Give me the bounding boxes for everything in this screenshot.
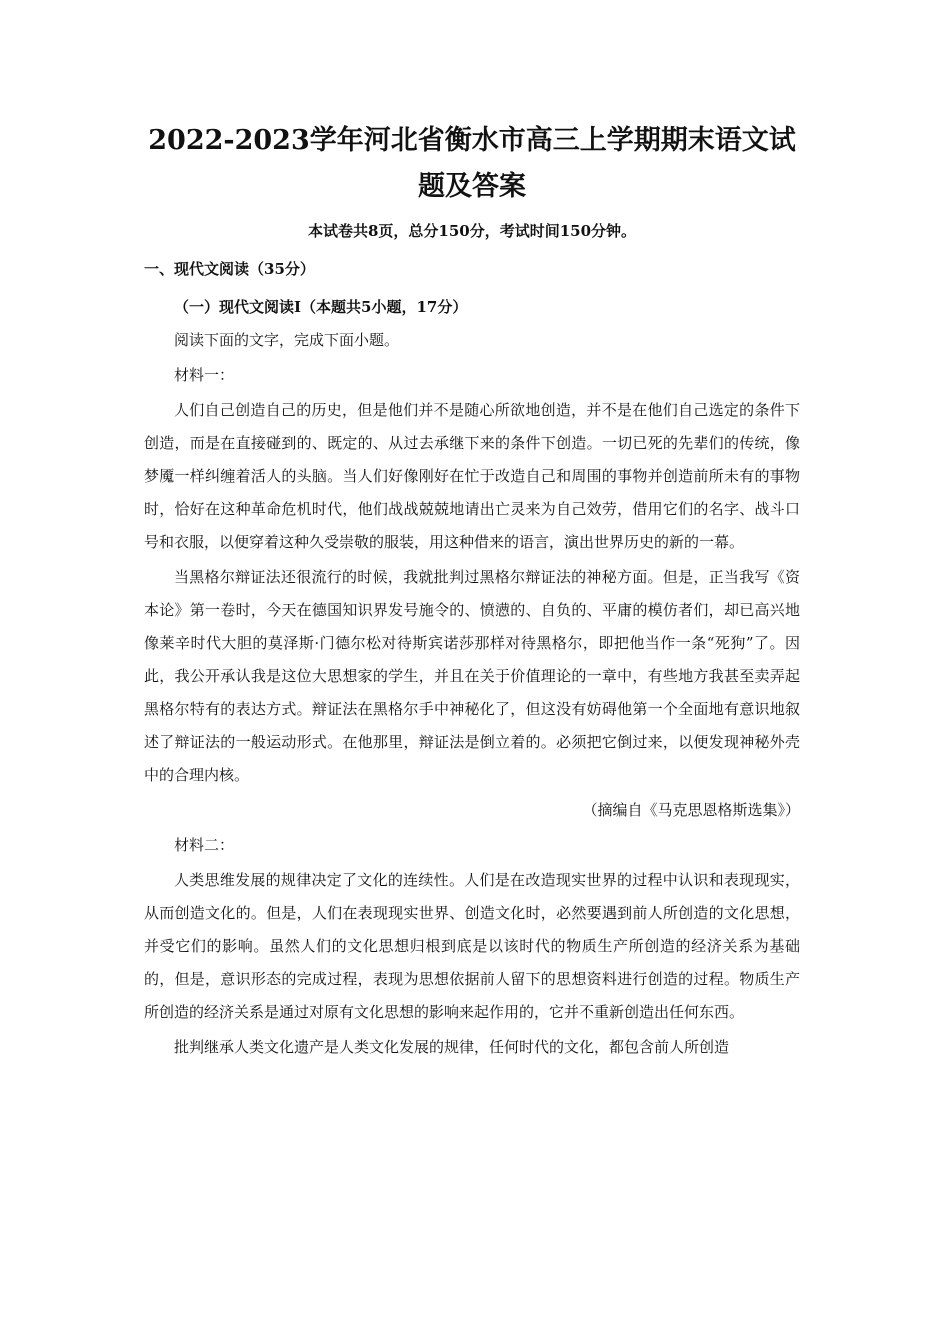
section-heading: 一、现代文阅读（35分） xyxy=(144,260,315,278)
material-1-label: 材料一： xyxy=(174,366,235,384)
material-2-label: 材料二： xyxy=(174,836,235,854)
material-2-paragraph-2: 批判继承人类文化遗产是人类文化发展的规律，任何时代的文化，都包含前人所创造 xyxy=(174,1038,730,1056)
material-1-paragraph-1: 人们自己创造自己的历史，但是他们并不是随心所欲地创造，并不是在他们自己选定的条件下创造，而是在直接碰到的、既定的、从过去承继下来的条件下创造。一切已死的先辈们的传统，像梦魇一样纠缠着活人的头脑。当人们好像刚好在忙于改造自己和周围的事物并创造前所未有的事物时，恰好在这种革命危机时代，他们战战兢兢地请出亡灵来为自己效劳，借用它们的名字、战斗口号和衣服，以便穿着这种久受崇敬的服装，用这种借来的语言，演出世界历史的新的一幕。 xyxy=(144,401,800,551)
instruction-text: 阅读下面的文字，完成下面小题。 xyxy=(174,331,400,349)
material-1-paragraph-2: 当黑格尔辩证法还很流行的时候，我就批判过黑格尔辩证法的神秘方面。但是，正当我写《资本论》第一卷时，今天在德国知识界发号施令的、愤懑的、自负的、平庸的模仿者们，却已高兴地像莱辛时代大胆的莫泽斯·门德尔松对待斯宾诺莎那样对待黑格尔，即把他当作一条“死狗”了。因此，我公开承认我是这位大思想家的学生，并且在关于价值理论的一章中，有些地方我甚至卖弄起黑格尔特有的表达方式。辩证法在黑格尔手中神秘化了，但这没有妨碍他第一个全面地有意识地叙述了辩证法的一般运动形式。在他那里，辩证法是倒立着的。必须把它倒过来，以便发现神秘外壳中的合理内核。 xyxy=(144,568,800,784)
document-page xyxy=(144,118,800,1064)
document-title: 2022-2023学年河北省衡水市高三上学期期末语文试题及答案 xyxy=(148,125,796,202)
exam-info: 本试卷共8页，总分150分，考试时间150分钟。 xyxy=(307,222,637,240)
material-2-paragraph-1: 人类思维发展的规律决定了文化的连续性。人们是在改造现实世界的过程中认识和表现现实，从而创造文化的。但是，人们在表现现实世界、创造文化时，必然要遇到前人所创造的文化思想，并受它们的影响。虽然人们的文化思想归根到底是以该时代的物质生产所创造的经济关系为基础的，但是，意识形态的完成过程，表现为思想依据前人留下的思想资料进行创造的过程。物质生产所创造的经济关系是通过对原有文化思想的影响来起作用的，它并不重新创造出任何东西。 xyxy=(144,871,800,1021)
subsection-heading: （一）现代文阅读Ⅰ（本题共5小题，17分） xyxy=(174,298,468,316)
material-1-source: （摘编自《马克思恩格斯选集》） xyxy=(582,801,800,819)
